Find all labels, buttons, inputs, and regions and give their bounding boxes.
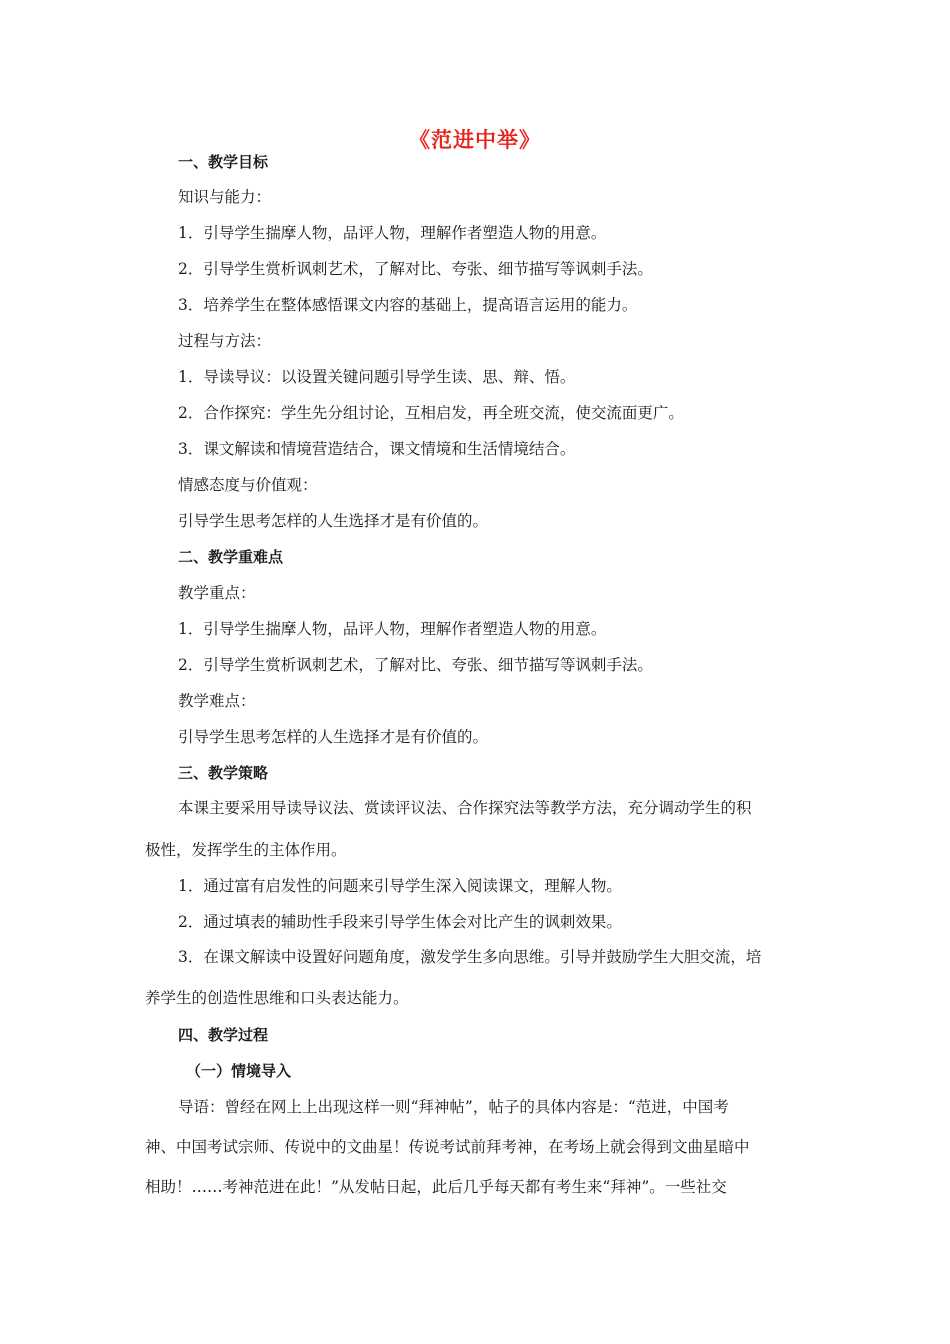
- subsection-heading: （一）情境导入: [186, 1062, 292, 1080]
- paragraph-line: 相助！……考神范进在此！”从发帖日起，此后几乎每天都有考生来“拜神”。一些社交: [145, 1178, 727, 1196]
- subsection-label: 教学重点：: [178, 584, 256, 602]
- list-item: 2．引导学生赏析讽刺艺术，了解对比、夸张、细节描写等讽刺手法。: [178, 656, 653, 674]
- section-heading: 一、教学目标: [178, 153, 269, 171]
- list-item: 1．引导学生揣摩人物，品评人物，理解作者塑造人物的用意。: [178, 620, 607, 638]
- paragraph: 引导学生思考怎样的人生选择才是有价值的。: [178, 728, 489, 746]
- list-item: 3．课文解读和情境营造结合，课文情境和生活情境结合。: [178, 440, 576, 458]
- paragraph-line: 神、中国考试宗师、传说中的文曲星！传说考试前拜考神，在考场上就会得到文曲星暗中: [145, 1138, 750, 1156]
- section-heading: 四、教学过程: [178, 1026, 269, 1044]
- subsection-label: 情感态度与价值观：: [178, 476, 318, 494]
- list-item-line: 养学生的创造性思维和口头表达能力。: [145, 989, 409, 1007]
- list-item: 1．导读导议：以设置关键问题引导学生读、思、辩、悟。: [178, 368, 576, 386]
- list-item: 2．通过填表的辅助性手段来引导学生体会对比产生的讽刺效果。: [178, 913, 622, 931]
- list-item: 1．引导学生揣摩人物，品评人物，理解作者塑造人物的用意。: [178, 224, 607, 242]
- paragraph-line: 导语：曾经在网上上出现这样一则“拜神帖”，帖子的具体内容是：“范进，中国考: [178, 1098, 729, 1116]
- subsection-label: 过程与方法：: [178, 332, 272, 350]
- list-item-line: 3．在课文解读中设置好问题角度，激发学生多向思维。引导并鼓励学生大胆交流，培: [178, 948, 762, 966]
- subsection-label: 教学难点：: [178, 692, 256, 710]
- list-item: 3．培养学生在整体感悟课文内容的基础上，提高语言运用的能力。: [178, 296, 638, 314]
- section-heading: 二、教学重难点: [178, 548, 284, 566]
- list-item: 2．合作探究：学生先分组讨论，互相启发，再全班交流，使交流面更广。: [178, 404, 684, 422]
- paragraph: 引导学生思考怎样的人生选择才是有价值的。: [178, 512, 489, 530]
- paragraph-line: 本课主要采用导读导议法、赏读评议法、合作探究法等教学方法，充分调动学生的积: [178, 799, 752, 817]
- subsection-label: 知识与能力：: [178, 188, 272, 206]
- paragraph-line: 极性，发挥学生的主体作用。: [145, 841, 347, 859]
- list-item: 2．引导学生赏析讽刺艺术，了解对比、夸张、细节描写等讽刺手法。: [178, 260, 653, 278]
- list-item: 1．通过富有启发性的问题来引导学生深入阅读课文，理解人物。: [178, 877, 622, 895]
- section-heading: 三、教学策略: [178, 764, 269, 782]
- document-title: 《范进中举》: [409, 128, 541, 152]
